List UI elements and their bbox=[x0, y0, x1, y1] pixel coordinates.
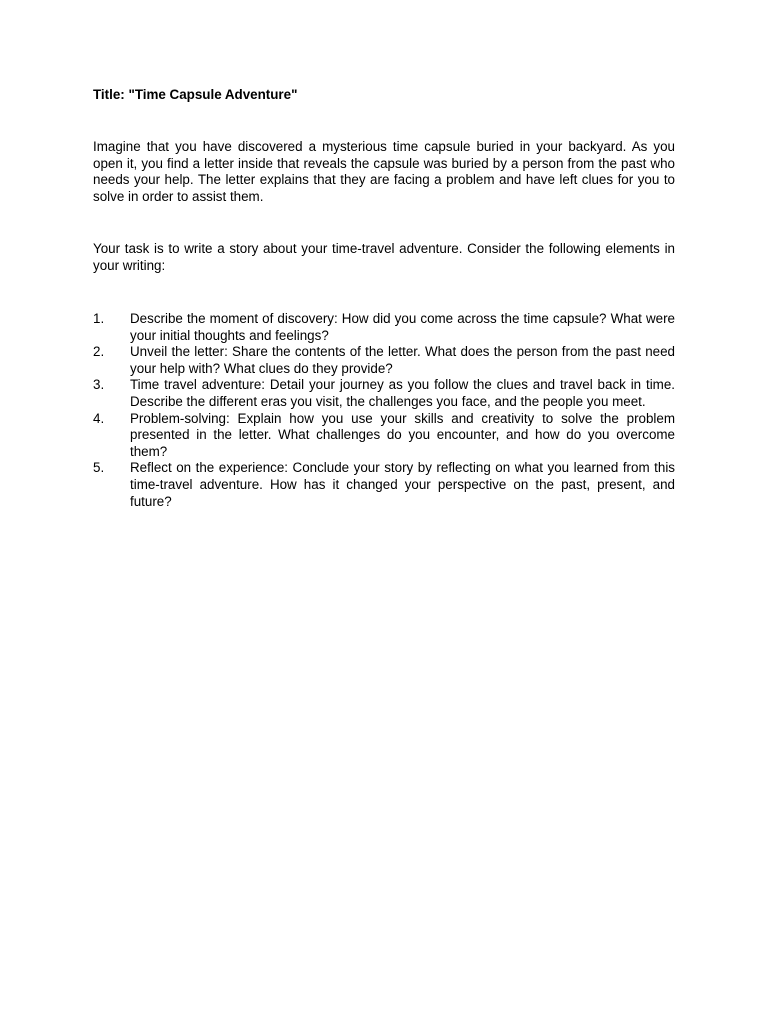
list-item-number: 1. bbox=[93, 311, 105, 326]
list-item-number: 2. bbox=[93, 344, 105, 360]
elements-list bbox=[93, 311, 675, 510]
list-item-number: 4. bbox=[93, 410, 105, 426]
list-item-number: 3. bbox=[93, 377, 105, 393]
list-item-text: Unveil the letter: Share the contents of the letter. What does the person from the past need your help with? What clues do they provide? bbox=[130, 344, 675, 376]
list-item-text: Time travel adventure: Detail your journey as you follow the clues and travel back in time. Describe the different eras you visit, the challenges you face, and the people you meet. bbox=[130, 377, 675, 409]
list-item-number: 5. bbox=[93, 460, 105, 476]
list-item-text: Problem-solving: Explain how you use your skills and creativity to solve the problem presented in the letter. What challenges do you encounter, and how do you overcome them? bbox=[130, 410, 675, 459]
intro-paragraph: Imagine that you have discovered a mysterious time capsule buried in your backyard. As you open it, you find a letter inside that reveals the capsule was buried by a person from the past who needs your help. The letter explains that they are facing a problem and have left clues for you to solve in order to assist them. bbox=[93, 139, 675, 204]
document-title: Title: "Time Capsule Adventure" bbox=[93, 87, 298, 102]
list-item-text: Describe the moment of discovery: How did you come across the time capsule? What were your initial thoughts and feelings? bbox=[130, 311, 675, 343]
list-item bbox=[93, 311, 675, 344]
list-item bbox=[93, 460, 675, 510]
list-item bbox=[93, 344, 675, 377]
list-item bbox=[93, 377, 675, 410]
task-paragraph: Your task is to write a story about your time-travel adventure. Consider the following elements in your writing: bbox=[93, 241, 675, 273]
list-item-text: Reflect on the experience: Conclude your story by reflecting on what you learned from this time-travel adventure. How has it changed your perspective on the past, present, and future? bbox=[130, 460, 675, 509]
list-item bbox=[93, 411, 675, 461]
